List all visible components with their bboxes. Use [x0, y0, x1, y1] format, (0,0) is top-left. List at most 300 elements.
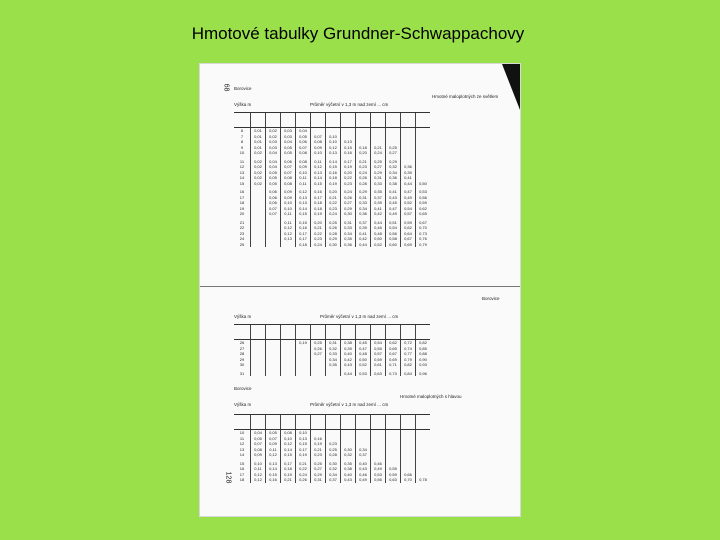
- volume-cell: 0,15: [341, 145, 356, 151]
- volume-cell: 0,21: [356, 159, 371, 165]
- volume-cell: 0,11: [296, 175, 311, 181]
- volume-cell: 0,24: [311, 242, 326, 248]
- volume-cell: 0,07: [281, 170, 296, 176]
- volume-cell: 0,11: [251, 466, 266, 472]
- top-section-header: Borovice: [234, 86, 252, 91]
- volume-cell: 0,29: [311, 472, 326, 478]
- volume-cell: 0,13: [326, 150, 341, 156]
- volume-cell: 0,11: [281, 220, 296, 226]
- volume-cell: 0,56: [416, 195, 431, 201]
- volume-cell: 0,19: [296, 340, 311, 346]
- table-header-cell: [416, 415, 431, 430]
- volume-cell: 0,32: [326, 466, 341, 472]
- volume-cell: 0,50: [416, 181, 431, 187]
- row-height-cell: 16: [239, 466, 245, 471]
- volume-cell: 0,85: [416, 346, 431, 352]
- volume-cell: 0,73: [416, 231, 431, 237]
- table-header-cell: [401, 325, 416, 340]
- volume-cell: 0,05: [281, 150, 296, 156]
- volume-cell: 0,16: [266, 477, 281, 483]
- volume-cell: 0,14: [281, 447, 296, 453]
- volume-cell: 0,56: [371, 477, 386, 483]
- volume-cell: 0,44: [401, 181, 416, 187]
- volume-cell: 0,03: [266, 145, 281, 151]
- volume-cell: 0,08: [281, 430, 296, 436]
- volume-cell: 0,04: [266, 150, 281, 156]
- volume-cell: 0,60: [386, 242, 401, 248]
- mid-row-header: Výška m: [234, 314, 252, 319]
- volume-cell: 0,32: [326, 346, 341, 352]
- volume-cell: 0,25: [326, 220, 341, 226]
- volume-cell: 0,34: [326, 472, 341, 478]
- volume-cell: 0,62: [401, 225, 416, 231]
- volume-cell: 0,47: [386, 206, 401, 212]
- volume-cell: 0,26: [326, 225, 341, 231]
- volume-cell: 0,01: [251, 145, 266, 151]
- volume-cell: 0,73: [386, 371, 401, 377]
- volume-cell: 0,20: [326, 189, 341, 195]
- volume-cell: 0,17: [341, 159, 356, 165]
- volume-cell: 0,19: [311, 211, 326, 217]
- row-height-cell: 12: [239, 441, 245, 446]
- volume-cell: 0,19: [341, 164, 356, 170]
- volume-cell: 0,62: [416, 206, 431, 212]
- volume-cell: 0,05: [251, 436, 266, 442]
- volume-cell: 0,49: [386, 211, 401, 217]
- volume-cell: 0,30: [341, 447, 356, 453]
- volume-cell: 0,08: [296, 150, 311, 156]
- volume-cell: 0,56: [386, 231, 401, 237]
- mid-column-header: Průměr výčetní v 1,3 m nad zemí ... cm: [320, 314, 399, 319]
- row-height-cell: 23: [239, 230, 245, 236]
- volume-cell: 0,01: [251, 139, 266, 145]
- lower-section-header-right: Hmotné maloplotných s hlavou: [400, 394, 462, 399]
- row-height-cell: 22: [239, 225, 245, 230]
- volume-cell: 0,21: [326, 195, 341, 201]
- volume-cell: 0,34: [326, 357, 341, 363]
- volume-cell: 0,05: [296, 134, 311, 140]
- volume-cell: 0,46: [371, 461, 386, 467]
- volume-cell: 0,78: [416, 477, 431, 483]
- volume-cell: 0,11: [311, 159, 326, 165]
- volume-cell: 0,08: [296, 159, 311, 165]
- volume-cell: 0,10: [326, 134, 341, 140]
- volume-cell: 0,31: [341, 220, 356, 226]
- volume-cell: 0,29: [326, 236, 341, 242]
- volume-cell: 0,25: [311, 340, 326, 346]
- volume-cell: 0,19: [296, 452, 311, 458]
- volume-cell: 0,25: [386, 145, 401, 151]
- volume-cell: 0,10: [296, 170, 311, 176]
- volume-cell: 0,79: [416, 242, 431, 248]
- volume-cell: 0,12: [281, 441, 296, 447]
- volume-cell: 0,45: [386, 200, 401, 206]
- table-header-cell: [266, 415, 281, 430]
- table-header-cell: [326, 113, 341, 128]
- volume-cell: 0,13: [281, 236, 296, 242]
- row-height-cell: 31: [239, 370, 245, 376]
- volume-cell: 0,26: [311, 346, 326, 352]
- volume-cell: 0,64: [401, 231, 416, 237]
- table-header-row: [234, 415, 430, 430]
- volume-cell: 0,47: [401, 189, 416, 195]
- table-header-cell: [311, 325, 326, 340]
- table-header-cell: [326, 415, 341, 430]
- page-number-top: 68: [222, 83, 230, 92]
- volume-cell: [251, 242, 266, 248]
- scanned-table-page: [200, 64, 520, 516]
- row-height-cell: 15: [239, 180, 245, 186]
- volume-cell: 0,05: [266, 175, 281, 181]
- volume-cell: 0,17: [296, 447, 311, 453]
- volume-cell: 0,59: [401, 220, 416, 226]
- volume-cell: 0,24: [296, 472, 311, 478]
- volume-cell: 0,24: [341, 189, 356, 195]
- volume-cell: 0,48: [356, 351, 371, 357]
- volume-cell: 0,37: [356, 220, 371, 226]
- volume-cell: 0,29: [341, 206, 356, 212]
- volume-cell: 0,52: [371, 242, 386, 248]
- table-header-cell: [356, 325, 371, 340]
- volume-cell: 0,15: [266, 472, 281, 478]
- row-height-cell: 28: [239, 351, 245, 356]
- volume-cell: [296, 371, 311, 377]
- volume-cell: 0,27: [311, 466, 326, 472]
- lower-column-header: Průměr výčetní v 1,3 m nad zemí ... cm: [310, 402, 389, 407]
- volume-cell: 0,59: [386, 472, 401, 478]
- volume-cell: 0,22: [326, 200, 341, 206]
- volume-cell: 0,11: [266, 447, 281, 453]
- table-row: [234, 242, 430, 248]
- volume-cell: 0,46: [371, 225, 386, 231]
- volume-cell: 0,74: [401, 346, 416, 352]
- volume-cell: 0,82: [401, 362, 416, 368]
- table-header-cell: [341, 325, 356, 340]
- volume-cell: 0,51: [386, 220, 401, 226]
- volume-cell: 0,02: [251, 164, 266, 170]
- page-number-bottom: 128: [224, 471, 232, 484]
- volume-cell: 0,31: [311, 477, 326, 483]
- volume-cell: 0,14: [266, 466, 281, 472]
- volume-cell: 0,09: [296, 164, 311, 170]
- table-header-cell: [326, 325, 341, 340]
- volume-cell: 0,67: [401, 236, 416, 242]
- volume-cell: 0,07: [251, 441, 266, 447]
- volume-cell: 0,38: [386, 181, 401, 187]
- volume-cell: 0,27: [311, 351, 326, 357]
- volume-cell: 0,41: [356, 231, 371, 237]
- table-header-cell: [371, 415, 386, 430]
- volume-cell: 0,71: [386, 362, 401, 368]
- volume-cell: 0,23: [356, 164, 371, 170]
- volume-cell: 0,53: [371, 472, 386, 478]
- volume-cell: 0,12: [251, 477, 266, 483]
- volume-cell: 0,10: [296, 430, 311, 436]
- volume-cell: 0,54: [386, 225, 401, 231]
- table-header-cell: [416, 113, 431, 128]
- volume-cell: 0,33: [326, 351, 341, 357]
- volume-cell: 0,43: [341, 362, 356, 368]
- volume-cell: 0,55: [371, 346, 386, 352]
- volume-cell: 0,09: [251, 452, 266, 458]
- volume-cell: 0,36: [356, 211, 371, 217]
- volume-cell: [281, 371, 296, 377]
- volume-cell: 0,52: [401, 200, 416, 206]
- volume-cell: 0,13: [311, 170, 326, 176]
- volume-cell: 0,65: [386, 346, 401, 352]
- volume-cell: 0,50: [371, 236, 386, 242]
- table-header-cell: [341, 113, 356, 128]
- row-height-cell: 10: [239, 430, 245, 435]
- volume-cell: 0,04: [281, 139, 296, 145]
- volume-cell: 0,02: [251, 175, 266, 181]
- row-height-cell: 26: [239, 340, 245, 345]
- volume-cell: 0,12: [311, 164, 326, 170]
- volume-cell: 0,12: [281, 231, 296, 237]
- volume-cell: 0,27: [386, 150, 401, 156]
- volume-cell: 0,36: [401, 164, 416, 170]
- volume-cell: 0,04: [296, 128, 311, 134]
- table-header-cell: [386, 325, 401, 340]
- volume-cell: 0,12: [281, 225, 296, 231]
- row-height-cell: 17: [239, 471, 245, 477]
- row-height-cell: 11: [239, 158, 245, 164]
- volume-cell: 0,04: [266, 159, 281, 165]
- volume-cell: 0,02: [251, 159, 266, 165]
- volume-cell: 0,30: [341, 211, 356, 217]
- volume-cell: 0,93: [416, 362, 431, 368]
- volume-cell: 0,54: [371, 340, 386, 346]
- volume-cell: [266, 242, 281, 248]
- volume-cell: 0,19: [281, 472, 296, 478]
- row-height-cell: 24: [239, 236, 245, 241]
- volume-cell: 0,10: [326, 139, 341, 145]
- volume-cell: 0,33: [356, 200, 371, 206]
- table-row: [234, 371, 430, 377]
- volume-cell: 0,67: [416, 220, 431, 226]
- table-header-cell: [296, 113, 311, 128]
- volume-cell: 0,18: [356, 145, 371, 151]
- volume-cell: 0,03: [281, 128, 296, 134]
- table-header-cell: [401, 113, 416, 128]
- row-height-cell: 16: [239, 189, 245, 194]
- volume-cell: 0,17: [281, 461, 296, 467]
- row-height-cell: 18: [239, 200, 245, 205]
- volume-cell: 0,40: [341, 351, 356, 357]
- volume-cell: 0,70: [401, 477, 416, 483]
- table-header-cell: [234, 113, 251, 128]
- volume-cell: 0,02: [251, 170, 266, 176]
- volume-cell: 0,18: [296, 242, 311, 248]
- volume-cell: 0,12: [251, 472, 266, 478]
- volume-cell: 0,45: [356, 340, 371, 346]
- volume-cell: 0,14: [311, 175, 326, 181]
- volume-cell: 0,07: [266, 211, 281, 217]
- volume-cell: 0,01: [251, 134, 266, 140]
- volume-cell: 0,69: [401, 242, 416, 248]
- volume-cell: 0,96: [416, 371, 431, 377]
- volume-cell: 0,23: [326, 441, 341, 447]
- volume-cell: 0,21: [296, 461, 311, 467]
- volume-cell: 0,06: [266, 189, 281, 195]
- volume-cell: 0,03: [281, 134, 296, 140]
- volume-cell: 0,23: [341, 181, 356, 187]
- volume-cell: 0,21: [311, 447, 326, 453]
- volume-cell: 0,10: [281, 200, 296, 206]
- volume-cell: 0,05: [266, 181, 281, 187]
- volume-cell: 0,42: [341, 357, 356, 363]
- row-height-cell: 21: [239, 219, 245, 225]
- volume-cell: 0,07: [266, 436, 281, 442]
- volume-cell: 0,13: [296, 200, 311, 206]
- table-header-cell: [356, 113, 371, 128]
- volume-cell: 0,36: [386, 175, 401, 181]
- table-header-cell: [251, 113, 266, 128]
- top-volume-table: [234, 112, 430, 247]
- volume-cell: 0,09: [281, 195, 296, 201]
- row-height-cell: 7: [240, 133, 244, 139]
- volume-cell: 0,13: [296, 436, 311, 442]
- volume-cell: 0,10: [281, 436, 296, 442]
- row-height-cell: 17: [239, 194, 245, 200]
- volume-cell: 0,24: [326, 211, 341, 217]
- table-header-cell: [296, 325, 311, 340]
- volume-cell: 0,49: [371, 466, 386, 472]
- volume-cell: 0,09: [281, 189, 296, 195]
- volume-cell: 0,12: [266, 452, 281, 458]
- row-height-cell: 14: [239, 452, 245, 457]
- volume-cell: 0,10: [311, 150, 326, 156]
- volume-cell: [251, 371, 266, 377]
- volume-cell: 0,63: [386, 477, 401, 483]
- row-height-cell: 13: [239, 446, 245, 452]
- row-height-cell: 15: [239, 460, 245, 466]
- volume-cell: 0,30: [326, 242, 341, 248]
- volume-cell: 0,13: [341, 139, 356, 145]
- lower-section-header: Borovice: [234, 386, 252, 391]
- volume-cell: 0,42: [371, 211, 386, 217]
- table-header-cell: [311, 113, 326, 128]
- volume-cell: 0,39: [356, 225, 371, 231]
- row-height-cell: 30: [239, 362, 245, 367]
- volume-cell: 0,02: [266, 128, 281, 134]
- volume-cell: 0,20: [356, 150, 371, 156]
- volume-cell: 0,24: [356, 170, 371, 176]
- volume-cell: 0,44: [341, 371, 356, 377]
- volume-cell: 0,06: [296, 139, 311, 145]
- volume-cell: 0,21: [371, 145, 386, 151]
- volume-cell: 0,28: [326, 231, 341, 237]
- lower-volume-table: [234, 414, 430, 483]
- volume-cell: 0,19: [311, 441, 326, 447]
- volume-cell: 0,16: [311, 189, 326, 195]
- volume-cell: 0,15: [281, 452, 296, 458]
- volume-cell: 0,14: [326, 159, 341, 165]
- volume-cell: 0,54: [401, 206, 416, 212]
- volume-cell: 0,59: [416, 200, 431, 206]
- volume-cell: 0,25: [326, 447, 341, 453]
- volume-cell: 0,29: [386, 159, 401, 165]
- volume-cell: 0,22: [296, 466, 311, 472]
- volume-cell: 0,10: [281, 206, 296, 212]
- row-height-cell: 20: [239, 211, 245, 216]
- volume-cell: 0,32: [341, 452, 356, 458]
- volume-cell: 0,25: [371, 159, 386, 165]
- volume-cell: 0,70: [416, 225, 431, 231]
- volume-cell: 0,07: [296, 145, 311, 151]
- volume-cell: 0,03: [266, 139, 281, 145]
- volume-cell: 0,22: [341, 175, 356, 181]
- volume-cell: 0,23: [311, 452, 326, 458]
- volume-cell: 0,10: [251, 461, 266, 467]
- volume-cell: 0,57: [401, 211, 416, 217]
- table-header-cell: [341, 415, 356, 430]
- volume-cell: 0,34: [386, 170, 401, 176]
- volume-cell: 0,27: [341, 200, 356, 206]
- row-height-cell: 12: [239, 164, 245, 169]
- volume-cell: 0,18: [311, 200, 326, 206]
- table-header-row: [234, 325, 430, 340]
- volume-cell: 0,79: [401, 357, 416, 363]
- volume-cell: 0,22: [311, 231, 326, 237]
- volume-cell: 0,32: [386, 164, 401, 170]
- volume-cell: 0,48: [371, 231, 386, 237]
- table-header-cell: [311, 415, 326, 430]
- volume-cell: 0,59: [371, 357, 386, 363]
- table-header-cell: [234, 415, 251, 430]
- volume-cell: 0,35: [371, 189, 386, 195]
- volume-cell: 0,61: [371, 362, 386, 368]
- row-height-cell: 27: [239, 345, 245, 351]
- volume-cell: 0,15: [326, 164, 341, 170]
- volume-cell: 0,34: [356, 206, 371, 212]
- mid-section-header-right: Borovice: [482, 296, 500, 301]
- volume-cell: 0,25: [311, 461, 326, 467]
- volume-cell: 0,04: [251, 430, 266, 436]
- volume-cell: 0,20: [311, 220, 326, 226]
- section-divider: [200, 286, 520, 287]
- volume-cell: 0,41: [386, 189, 401, 195]
- table-header-cell: [356, 415, 371, 430]
- volume-cell: 0,15: [296, 220, 311, 226]
- volume-cell: 0,37: [356, 452, 371, 458]
- volume-cell: 0,01: [251, 128, 266, 134]
- volume-cell: 0,44: [371, 220, 386, 226]
- volume-cell: 0,36: [341, 242, 356, 248]
- table-header-cell: [251, 415, 266, 430]
- volume-cell: 0,02: [251, 181, 266, 187]
- volume-cell: 0,40: [356, 461, 371, 467]
- volume-cell: 0,21: [311, 225, 326, 231]
- volume-cell: 0,11: [296, 181, 311, 187]
- volume-cell: 0,90: [416, 357, 431, 363]
- volume-cell: 0,06: [266, 195, 281, 201]
- volume-cell: 0,05: [281, 145, 296, 151]
- volume-cell: 0,21: [281, 477, 296, 483]
- table-header-cell: [386, 113, 401, 128]
- volume-cell: 0,13: [296, 195, 311, 201]
- table-header-cell: [296, 415, 311, 430]
- volume-cell: 0,37: [326, 477, 341, 483]
- volume-cell: 0,67: [386, 351, 401, 357]
- volume-cell: 0,12: [296, 189, 311, 195]
- table-header-cell: [281, 415, 296, 430]
- volume-cell: 0,26: [341, 195, 356, 201]
- volume-cell: 0,07: [311, 134, 326, 140]
- volume-cell: 0,47: [356, 346, 371, 352]
- volume-cell: 0,09: [266, 441, 281, 447]
- volume-cell: 0,49: [401, 195, 416, 201]
